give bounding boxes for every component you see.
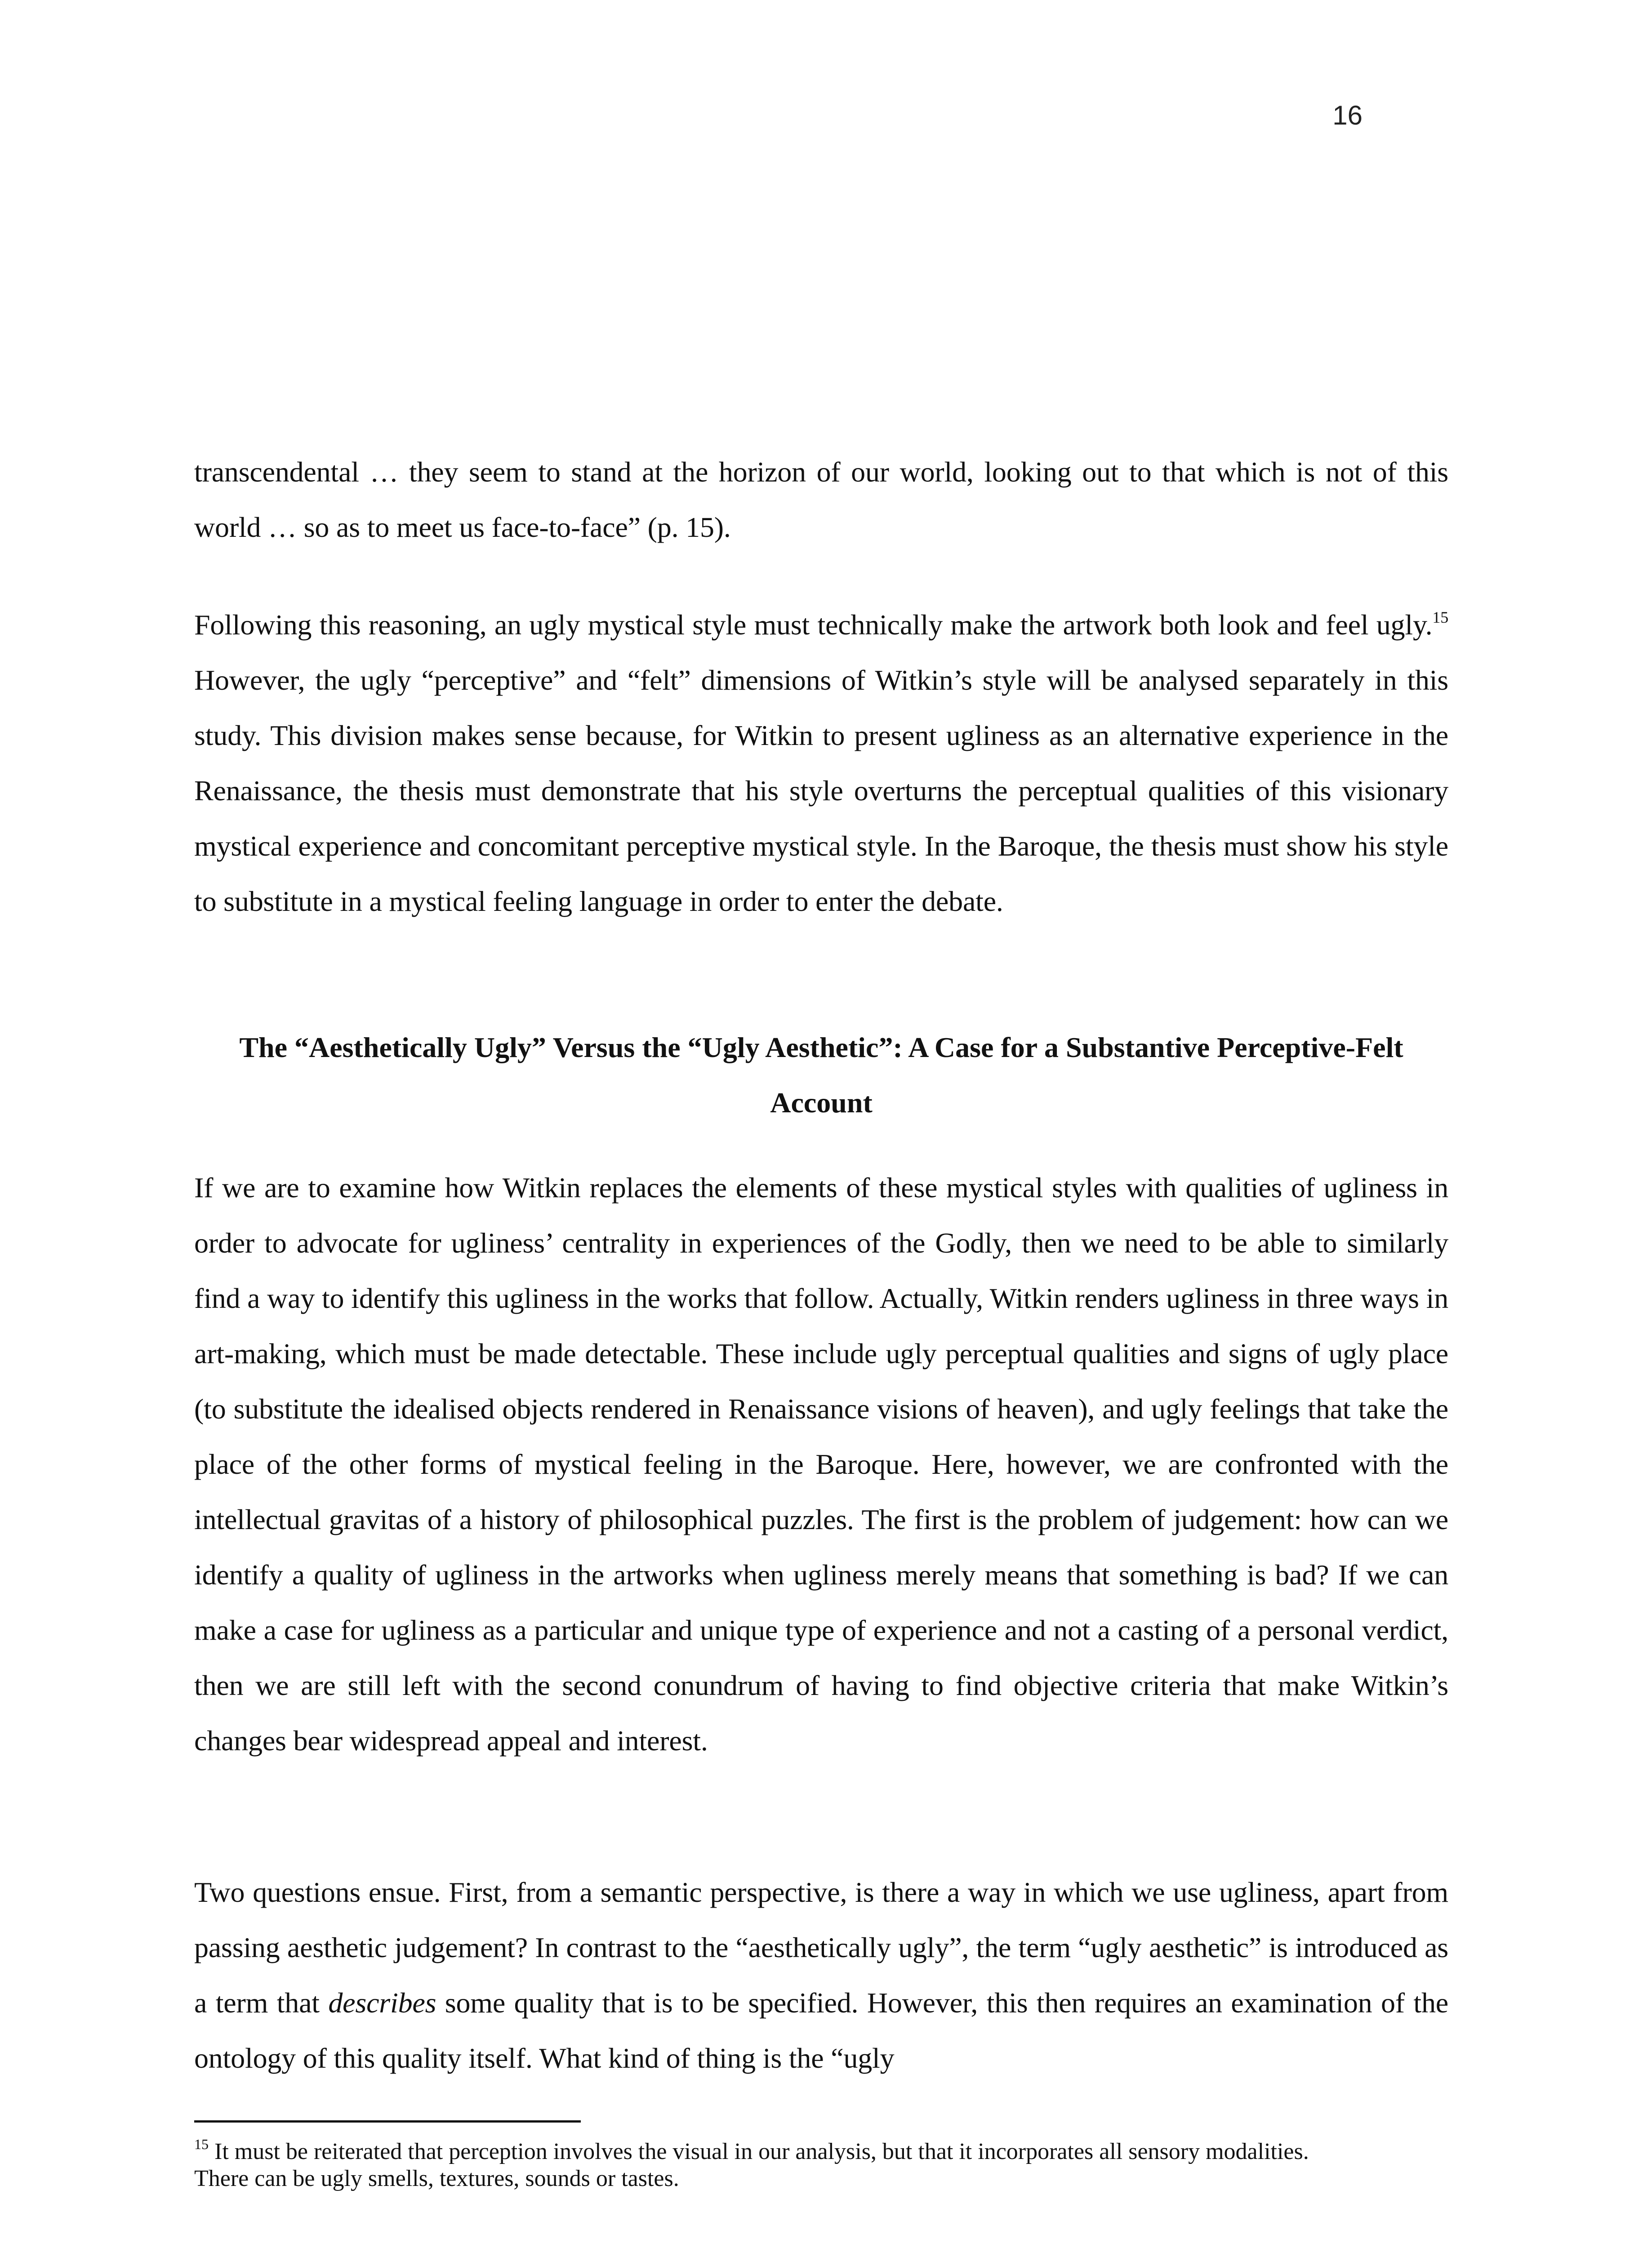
- paragraph-two-questions: [194, 1864, 1448, 2086]
- paragraph-text: some quality that is to be specified. However, this then requires an examination of the ontology of this quality itself. What kind of thing is the “ugly: [194, 1987, 1448, 2074]
- paragraph-text: Two questions ensue. First, from a semantic perspective, is there a way in which we use ugliness, apart from passing aesthetic judgement? In contrast to the “aesthetically ugly”, the term “ugly aesthetic” is introduced as a term that: [194, 1876, 1448, 2019]
- page-number: 16: [1332, 100, 1363, 130]
- paragraph-quote-continuation: transcendental … they seem to stand at the horizon of our world, looking out to that which is not of this world … so as to meet us face-to-face” (p. 15).: [194, 456, 1448, 543]
- paragraph-perceptive-felt: [194, 597, 1448, 929]
- footnote-separator: [194, 2120, 581, 2123]
- section-heading: The “Aesthetically Ugly” Versus the “Ugly Aesthetic”: A Case for a Substantive Perceptive-Felt Account: [239, 1031, 1403, 1119]
- paragraph-text: However, the ugly “perceptive” and “felt” dimensions of Witkin’s style will be analysed separately in this study. This division makes sense because, for Witkin to present ugliness as an alternative experience in the Renaissance, the thesis must demonstrate that his style overturns the perceptual qualities of this visionary mystical experience and concomitant perceptive mystical style. In the Baroque, the thesis must show his style to substitute in a mystical feeling language in order to enter the debate.: [194, 664, 1448, 917]
- footnote: [194, 2138, 1354, 2192]
- emphasized-term: describes: [328, 1987, 436, 2019]
- footnote-text: It must be reiterated that perception involves the visual in our analysis, but that it incorporates all sensory modalities. There can be ugly smells, textures, sounds or tastes.: [194, 2139, 1309, 2191]
- paragraph-text: Following this reasoning, an ugly mystical style must technically make the artwork both look and feel ugly.: [194, 609, 1433, 641]
- footnote-marker: 15: [194, 2136, 209, 2152]
- paragraph-ugliness-problem: If we are to examine how Witkin replaces the elements of these mystical styles with qualities of ugliness in order to advocate for ugliness’ centrality in experiences of the Godly, then we need to be able to similarly find a way to identify this ugliness in the works that follow. Actually, Witkin renders ugliness in three ways in art-making, which must be made detectable. These include ugly perceptual qualities and signs of ugly place (to substitute the idealised objects rendered in Renaissance visions of heaven), and ugly feelings that take the place of the other forms of mystical feeling in the Baroque. Here, however, we are confronted with the intellectual gravitas of a history of philosophical puzzles. The first is the problem of judgement: how can we identify a quality of ugliness in the artworks when ugliness merely means that something is bad? If we can make a case for ugliness as a particular and unique type of experience and not a casting of a personal verdict, then we are still left with the second conundrum of having to find objective criteria that make Witkin’s changes bear widespread appeal and interest.: [194, 1172, 1448, 1757]
- footnote-reference[interactable]: 15: [1432, 608, 1448, 626]
